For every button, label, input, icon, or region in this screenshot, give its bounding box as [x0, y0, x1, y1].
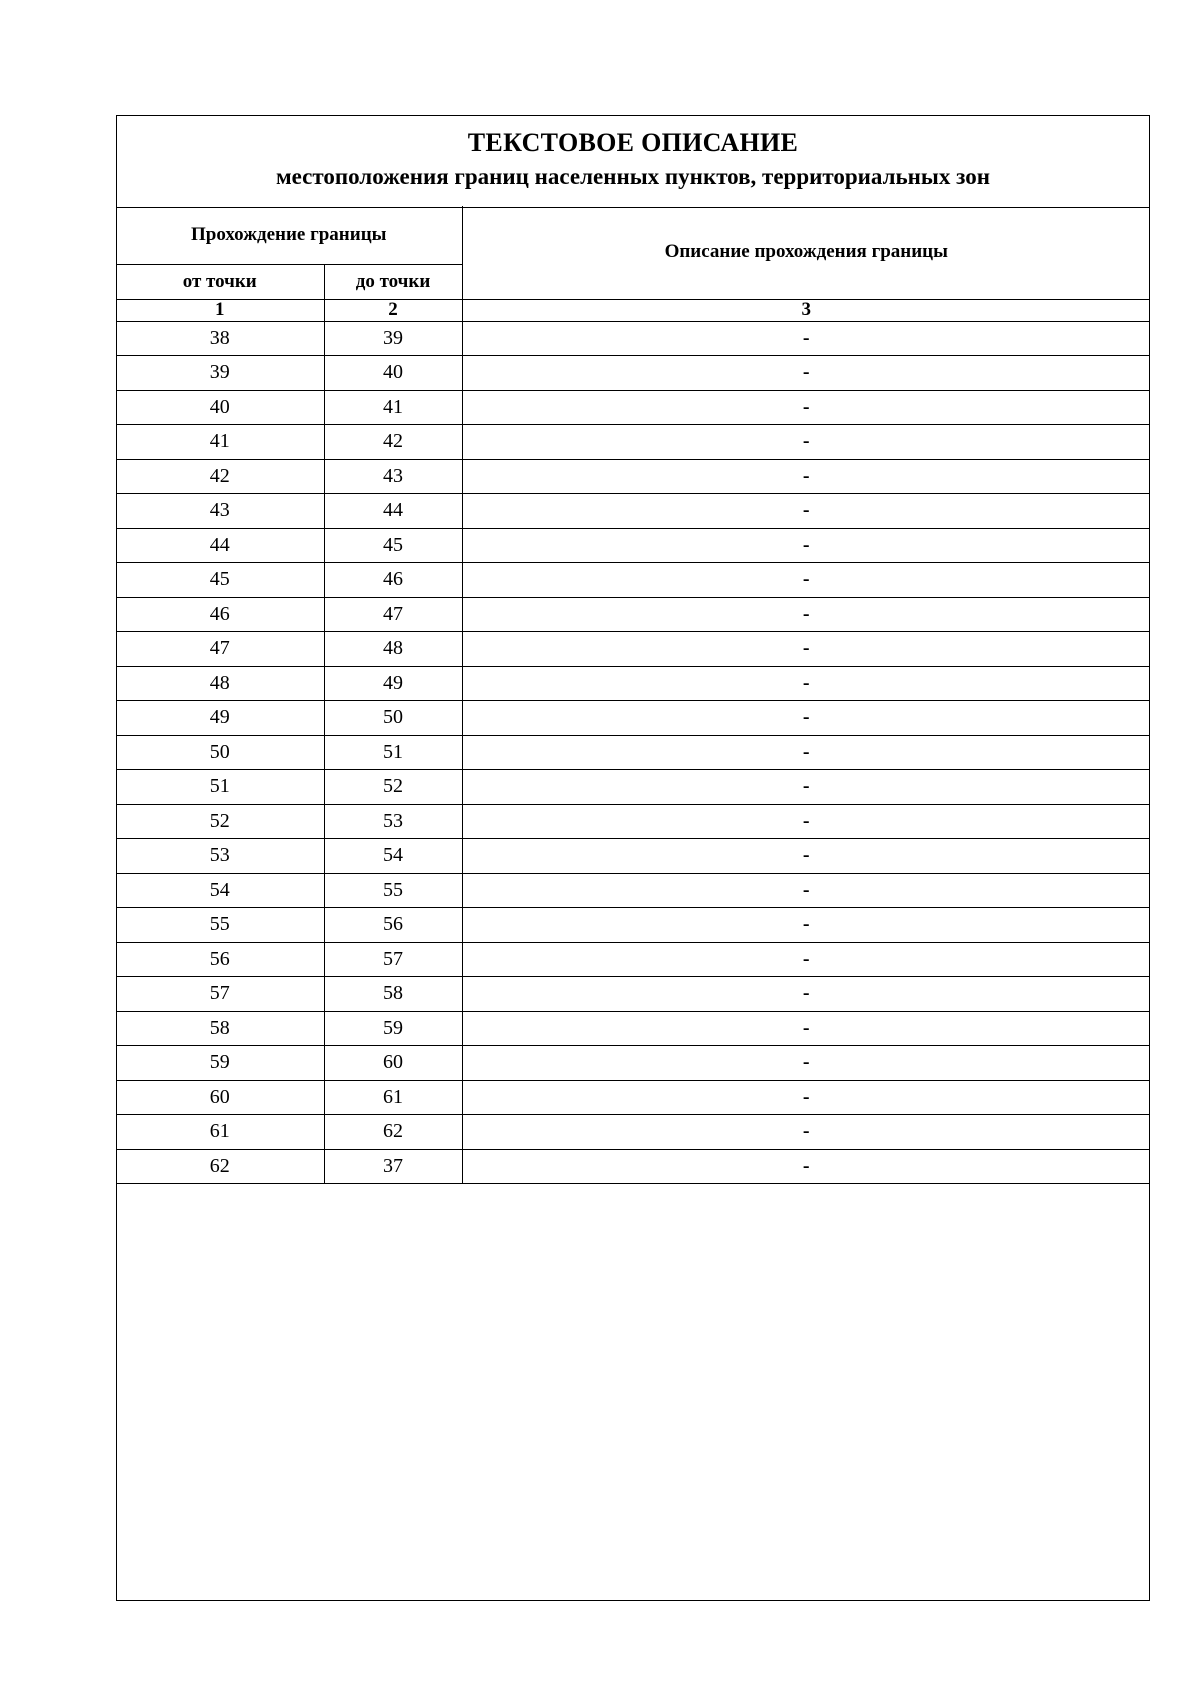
table-row	[116, 1046, 1150, 1081]
cell-from-point: 51	[116, 770, 324, 805]
cell-from-point: 40	[116, 390, 324, 425]
cell-to-point: 46	[324, 563, 462, 598]
cell-from-point: 49	[116, 701, 324, 736]
table-row	[116, 666, 1150, 701]
table-row	[116, 528, 1150, 563]
cell-from-point: 55	[116, 908, 324, 943]
cell-from-point: 43	[116, 494, 324, 529]
cell-to-point: 40	[324, 356, 462, 391]
table-row	[116, 459, 1150, 494]
cell-description: -	[462, 666, 1150, 701]
table-body	[116, 321, 1150, 1184]
document-subtitle: местоположения границ населенных пунктов, территориальных зон	[276, 164, 990, 189]
cell-description: -	[462, 977, 1150, 1012]
cell-from-point: 38	[116, 321, 324, 356]
header-to-point: до точки	[324, 264, 462, 299]
document-frame	[116, 115, 1150, 1601]
cell-from-point: 39	[116, 356, 324, 391]
cell-to-point: 54	[324, 839, 462, 874]
table-row	[116, 632, 1150, 667]
cell-to-point: 55	[324, 873, 462, 908]
table-row	[116, 977, 1150, 1012]
table-row	[116, 873, 1150, 908]
cell-to-point: 62	[324, 1115, 462, 1150]
cell-description: -	[462, 563, 1150, 598]
cell-from-point: 61	[116, 1115, 324, 1150]
cell-to-point: 53	[324, 804, 462, 839]
cell-description: -	[462, 735, 1150, 770]
table-row	[116, 804, 1150, 839]
table-row	[116, 770, 1150, 805]
cell-to-point: 51	[324, 735, 462, 770]
cell-description: -	[462, 873, 1150, 908]
cell-description: -	[462, 425, 1150, 460]
table-row	[116, 597, 1150, 632]
table-row	[116, 942, 1150, 977]
cell-description: -	[462, 632, 1150, 667]
table-row	[116, 1115, 1150, 1150]
header-boundary-passage: Прохождение границы	[116, 206, 462, 264]
cell-description: -	[462, 321, 1150, 356]
cell-from-point: 46	[116, 597, 324, 632]
cell-from-point: 47	[116, 632, 324, 667]
cell-description: -	[462, 804, 1150, 839]
cell-description: -	[462, 1046, 1150, 1081]
table-row	[116, 701, 1150, 736]
table-row	[116, 1080, 1150, 1115]
cell-description: -	[462, 494, 1150, 529]
title-block	[117, 116, 1149, 208]
cell-description: -	[462, 356, 1150, 391]
cell-from-point: 60	[116, 1080, 324, 1115]
cell-to-point: 48	[324, 632, 462, 667]
cell-from-point: 53	[116, 839, 324, 874]
cell-from-point: 52	[116, 804, 324, 839]
document-title: ТЕКСТОВОЕ ОПИСАНИЕ	[467, 128, 799, 157]
cell-description: -	[462, 908, 1150, 943]
cell-to-point: 61	[324, 1080, 462, 1115]
cell-to-point: 45	[324, 528, 462, 563]
cell-to-point: 50	[324, 701, 462, 736]
cell-description: -	[462, 528, 1150, 563]
cell-from-point: 48	[116, 666, 324, 701]
cell-description: -	[462, 1011, 1150, 1046]
table-row	[116, 563, 1150, 598]
cell-description: -	[462, 770, 1150, 805]
table-row	[116, 390, 1150, 425]
table-row	[116, 735, 1150, 770]
cell-description: -	[462, 597, 1150, 632]
boundary-table	[116, 206, 1150, 1184]
table-row	[116, 1011, 1150, 1046]
cell-to-point: 43	[324, 459, 462, 494]
cell-from-point: 62	[116, 1149, 324, 1184]
cell-from-point: 45	[116, 563, 324, 598]
column-number-2: 2	[324, 299, 462, 321]
cell-from-point: 41	[116, 425, 324, 460]
cell-to-point: 47	[324, 597, 462, 632]
cell-description: -	[462, 1149, 1150, 1184]
cell-from-point: 50	[116, 735, 324, 770]
cell-description: -	[462, 839, 1150, 874]
table-row	[116, 908, 1150, 943]
cell-to-point: 41	[324, 390, 462, 425]
cell-to-point: 44	[324, 494, 462, 529]
cell-description: -	[462, 1080, 1150, 1115]
cell-description: -	[462, 459, 1150, 494]
cell-to-point: 39	[324, 321, 462, 356]
table-row	[116, 321, 1150, 356]
cell-description: -	[462, 390, 1150, 425]
cell-description: -	[462, 942, 1150, 977]
header-from-point: от точки	[116, 264, 324, 299]
cell-from-point: 42	[116, 459, 324, 494]
cell-from-point: 44	[116, 528, 324, 563]
column-number-3: 3	[462, 299, 1150, 321]
table-row	[116, 839, 1150, 874]
cell-to-point: 58	[324, 977, 462, 1012]
cell-to-point: 59	[324, 1011, 462, 1046]
cell-from-point: 54	[116, 873, 324, 908]
table-row	[116, 356, 1150, 391]
cell-to-point: 37	[324, 1149, 462, 1184]
cell-to-point: 52	[324, 770, 462, 805]
cell-from-point: 59	[116, 1046, 324, 1081]
cell-description: -	[462, 701, 1150, 736]
column-number-1: 1	[116, 299, 324, 321]
cell-to-point: 42	[324, 425, 462, 460]
cell-to-point: 60	[324, 1046, 462, 1081]
cell-to-point: 49	[324, 666, 462, 701]
table-row	[116, 425, 1150, 460]
cell-from-point: 58	[116, 1011, 324, 1046]
cell-to-point: 56	[324, 908, 462, 943]
header-description: Описание прохождения границы	[462, 206, 1150, 299]
cell-from-point: 57	[116, 977, 324, 1012]
cell-from-point: 56	[116, 942, 324, 977]
table-row	[116, 494, 1150, 529]
cell-description: -	[462, 1115, 1150, 1150]
cell-to-point: 57	[324, 942, 462, 977]
table-row	[116, 1149, 1150, 1184]
